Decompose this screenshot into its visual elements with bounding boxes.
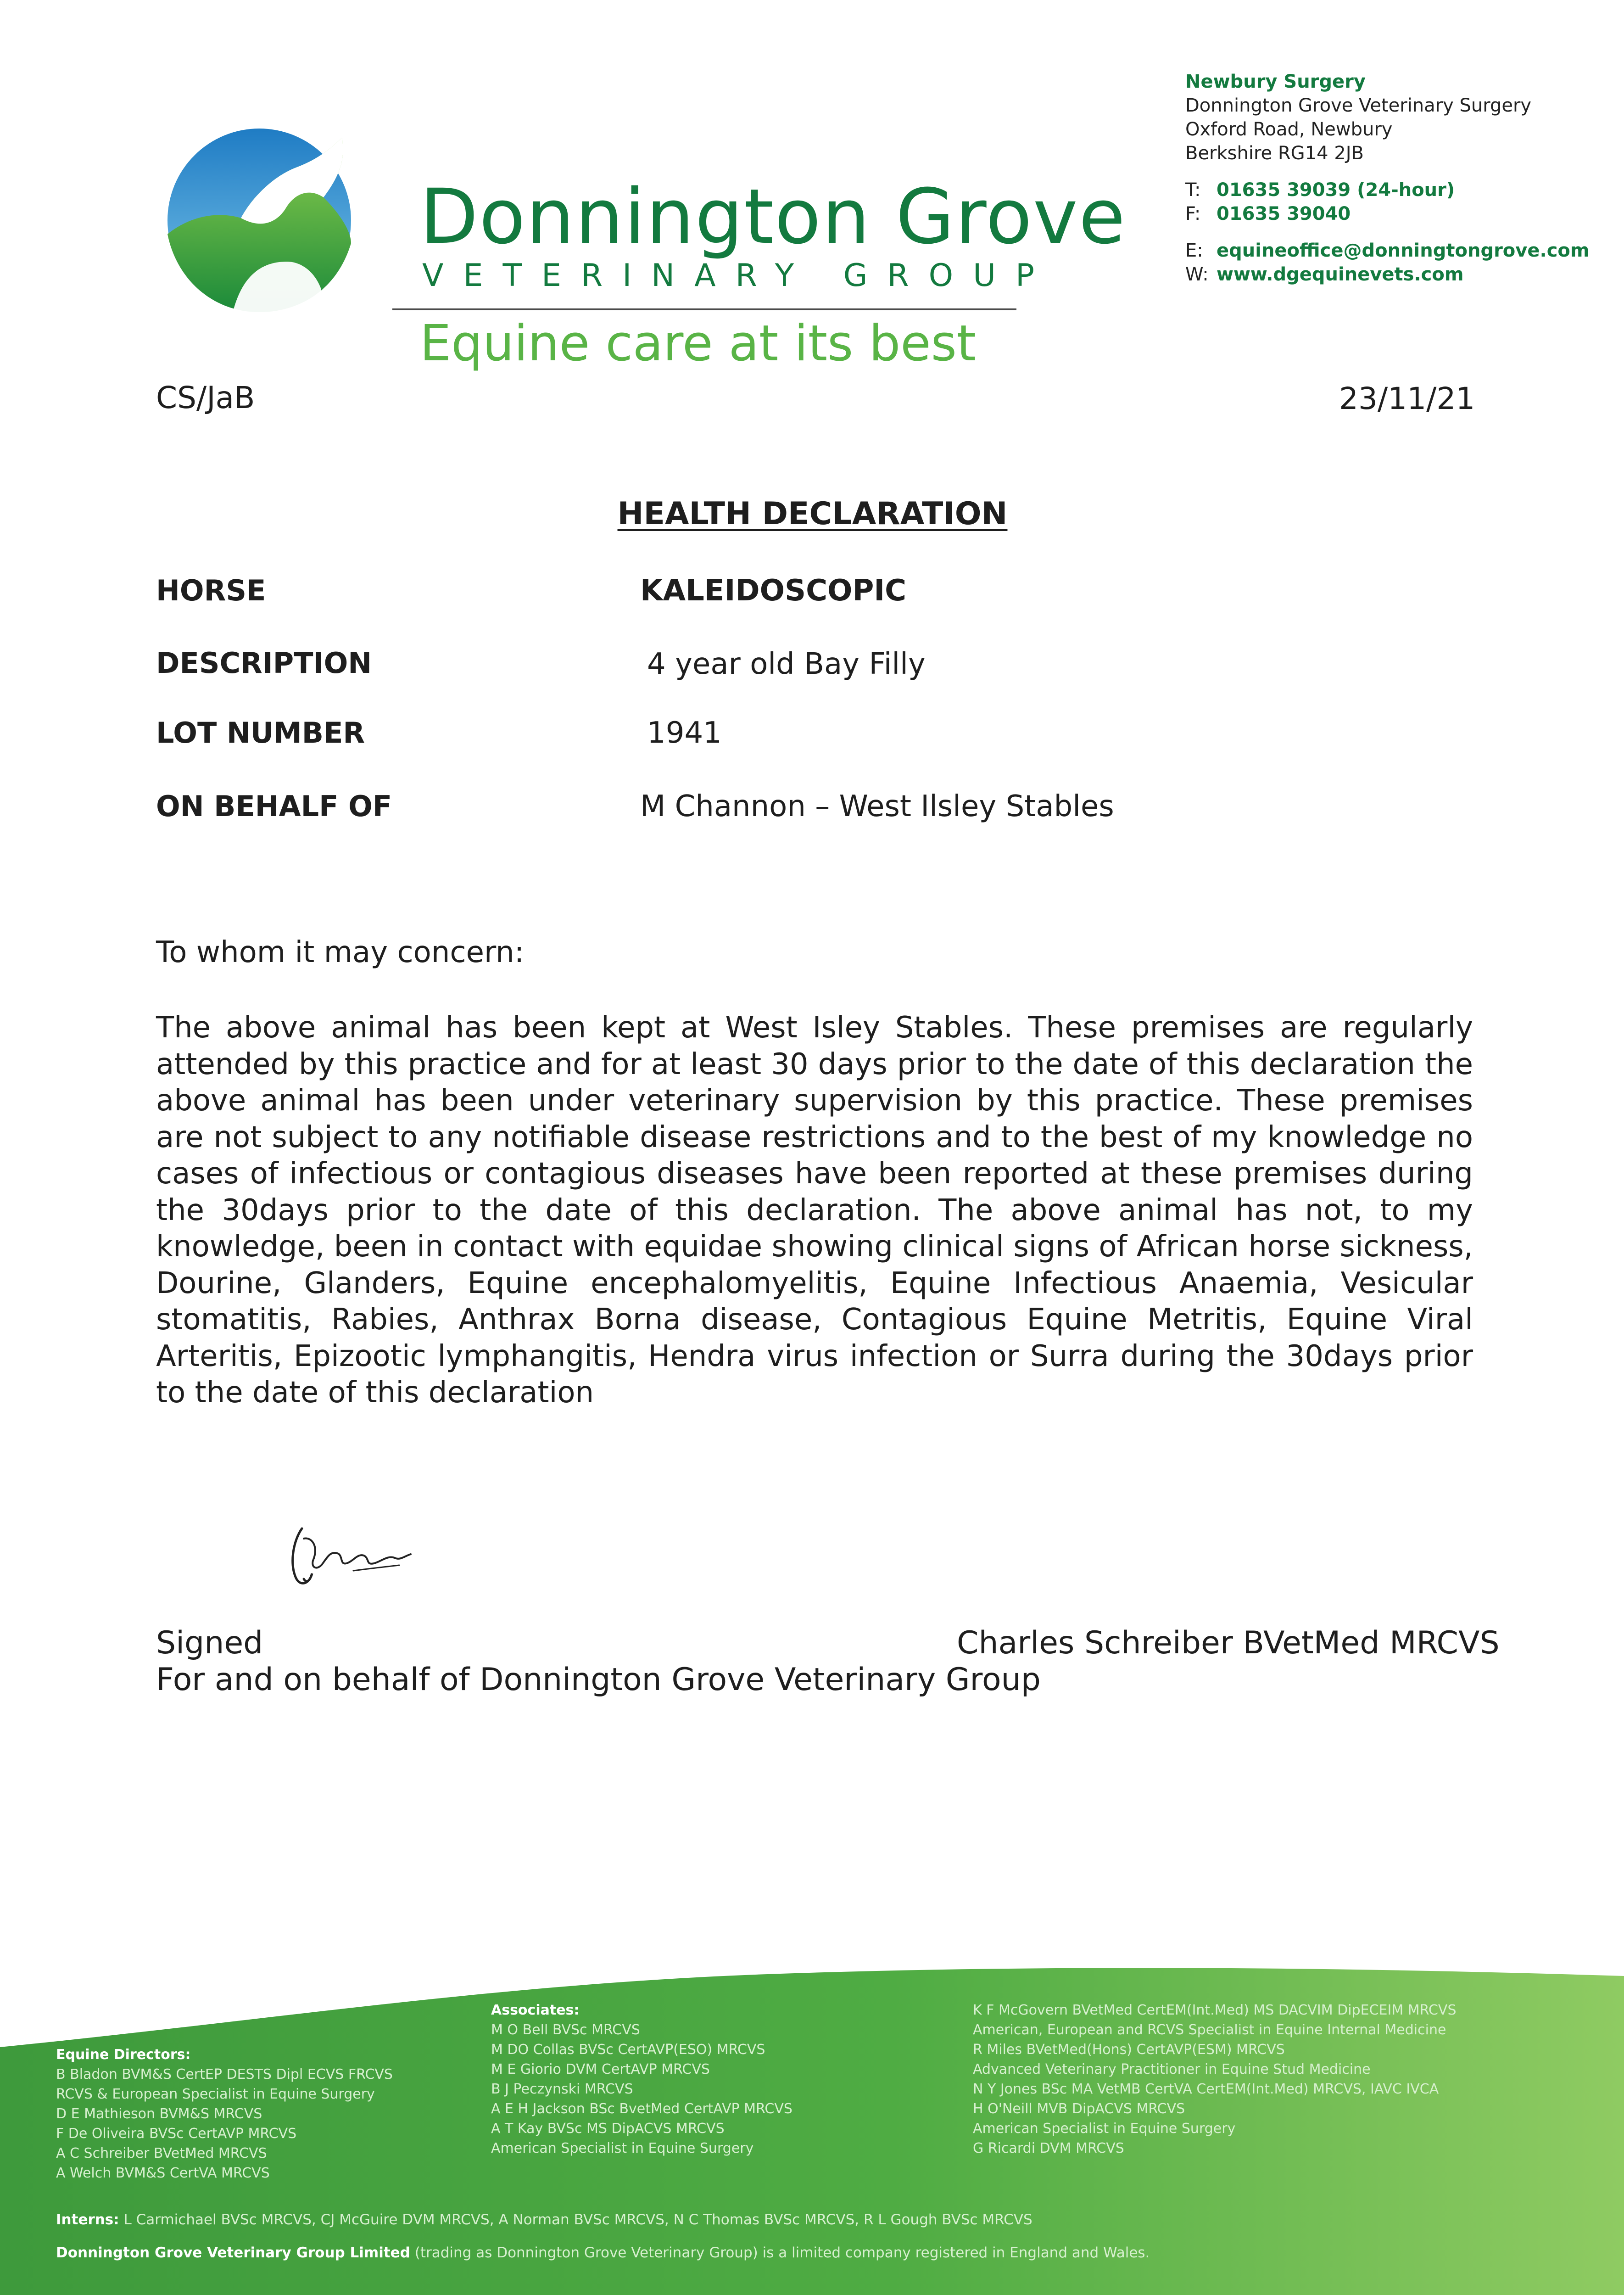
- brand-name: Donnington Grove: [420, 173, 1127, 261]
- lot-number-value: 1941: [647, 716, 722, 750]
- description-value: 4 year old Bay Filly: [647, 647, 926, 681]
- lot-number-label: LOT NUMBER: [156, 716, 365, 750]
- address-line-2: Oxford Road, Newbury: [1185, 119, 1393, 140]
- directors-column: [56, 2045, 393, 2183]
- associates-column-2: [973, 2000, 1457, 2158]
- associate-line: M E Giorio DVM CertAVP MRCVS: [491, 2061, 710, 2077]
- company-name: Donnington Grove Veterinary Group Limited: [56, 2245, 410, 2261]
- associate-line: G Ricardi DVM MRCVS: [973, 2140, 1124, 2156]
- salutation: To whom it may concern:: [156, 935, 525, 969]
- associates-heading: Associates:: [491, 2002, 580, 2018]
- associates-column: [491, 2000, 792, 2158]
- brand-subtitle: VETERINARY GROUP: [422, 257, 1054, 294]
- director-line: D E Mathieson BVM&S MRCVS: [56, 2106, 262, 2122]
- address-line-1: Donnington Grove Veterinary Surgery: [1185, 95, 1532, 116]
- email-label: E:: [1185, 240, 1203, 261]
- contact-block: [1185, 70, 1590, 286]
- fax-label: F:: [1185, 203, 1201, 224]
- directors-heading: Equine Directors:: [56, 2047, 191, 2063]
- interns-line: [56, 2211, 1032, 2228]
- director-line: A C Schreiber BVetMed MRCVS: [56, 2145, 267, 2161]
- fax-number: 01635 39040: [1217, 203, 1351, 224]
- signed-label: Signed: [156, 1625, 263, 1661]
- director-line: B Bladon BVM&S CertEP DESTS Dipl ECVS FRCVS: [56, 2066, 393, 2082]
- horse-value: KALEIDOSCOPIC: [640, 574, 907, 608]
- company-registration: (trading as Donnington Grove Veterinary Group) is a limited company registered in England and Wales.: [414, 2245, 1150, 2261]
- on-behalf-line: For and on behalf of Donnington Grove Veterinary Group: [156, 1662, 1041, 1698]
- reference-code: CS/JaB: [156, 380, 255, 415]
- on-behalf-of-label: ON BEHALF OF: [156, 789, 392, 823]
- document-title-text: HEALTH DECLARATION: [617, 496, 1008, 532]
- horse-label: HORSE: [156, 574, 266, 607]
- email-link[interactable]: equineoffice@donningtongrove.com: [1217, 240, 1590, 261]
- director-line: F De Oliveira BVSc CertAVP MRCVS: [56, 2126, 297, 2142]
- website-link[interactable]: www.dgequinevets.com: [1217, 264, 1464, 285]
- horse-logo-icon: [163, 124, 356, 317]
- description-label: DESCRIPTION: [156, 646, 372, 680]
- phone-number: 01635 39039 (24-hour): [1217, 179, 1455, 201]
- on-behalf-of-value: M Channon – West Ilsley Stables: [640, 789, 1114, 823]
- director-line: RCVS & European Specialist in Equine Surgery: [56, 2086, 375, 2102]
- associate-line: American Specialist in Equine Surgery: [973, 2121, 1236, 2137]
- associate-line: A E H Jackson BSc BvetMed CertAVP MRCVS: [491, 2101, 792, 2117]
- signatory-name: Charles Schreiber BVetMed MRCVS: [957, 1625, 1500, 1661]
- handwritten-signature: [285, 1519, 431, 1593]
- associate-line: R Miles BVetMed(Hons) CertAVP(ESM) MRCVS: [973, 2042, 1285, 2058]
- web-label: W:: [1185, 264, 1209, 285]
- associate-line: H O'Neill MVB DipACVS MRCVS: [973, 2101, 1185, 2117]
- associate-line: B J Peczynski MRCVS: [491, 2081, 633, 2097]
- declaration-body: The above animal has been kept at West Isley Stables. These premises are regularly attended by this practice and for at least 30 days prior to the date of this declaration the above animal has been under veterinary supervision by this practice. These premises are not subject to any notifiable disease restrictions and to the best of my knowledge no cases of infectious or contagious diseases have been reported at these premises during the 30days prior to the date of this declaration. The above animal has not, to my knowledge, been in contact with equidae showing clinical signs of African horse sickness, Dourine, Glanders, Equine encephalomyelitis, Equine Infectious Anaemia, Vesicular stomatitis, Rabies, Anthrax Borna disease, Contagious Equine Metritis, Equine Viral Arteritis, Epizootic lymphangitis, Hendra virus infection or Surra during the 30days prior to the date of this declaration: [156, 1011, 1473, 1410]
- company-line: [56, 2245, 1150, 2261]
- associate-line: American, European and RCVS Specialist in Equine Internal Medicine: [973, 2022, 1446, 2038]
- associate-line: K F McGovern BVetMed CertEM(Int.Med) MS DACVIM DipECEIM MRCVS: [973, 2002, 1457, 2018]
- brand-tagline: Equine care at its best: [420, 315, 977, 372]
- associate-line: Advanced Veterinary Practitioner in Equine Stud Medicine: [973, 2061, 1371, 2077]
- associate-line: A T Kay BVSc MS DipACVS MRCVS: [491, 2121, 725, 2137]
- interns-list: L Carmichael BVSc MRCVS, CJ McGuire DVM MRCVS, A Norman BVSc MRCVS, N C Thomas BVSc MRCVS, R L Gough BVSc MRCVS: [123, 2211, 1032, 2228]
- surgery-name: Newbury Surgery: [1185, 71, 1366, 92]
- interns-label: Interns:: [56, 2211, 119, 2228]
- associate-line: M DO Collas BVSc CertAVP(ESO) MRCVS: [491, 2042, 765, 2058]
- letter-date: 23/11/21: [1339, 381, 1475, 416]
- director-line: A Welch BVM&S CertVA MRCVS: [56, 2165, 270, 2181]
- brand-divider: [392, 308, 1016, 310]
- associate-line: N Y Jones BSc MA VetMB CertVA CertEM(Int.Med) MRCVS, IAVC IVCA: [973, 2081, 1439, 2097]
- associate-line: M O Bell BVSc MRCVS: [491, 2022, 640, 2038]
- address-line-3: Berkshire RG14 2JB: [1185, 143, 1364, 164]
- associate-line: American Specialist in Equine Surgery: [491, 2140, 754, 2156]
- phone-label: T:: [1185, 179, 1201, 201]
- document-title: [0, 496, 1624, 532]
